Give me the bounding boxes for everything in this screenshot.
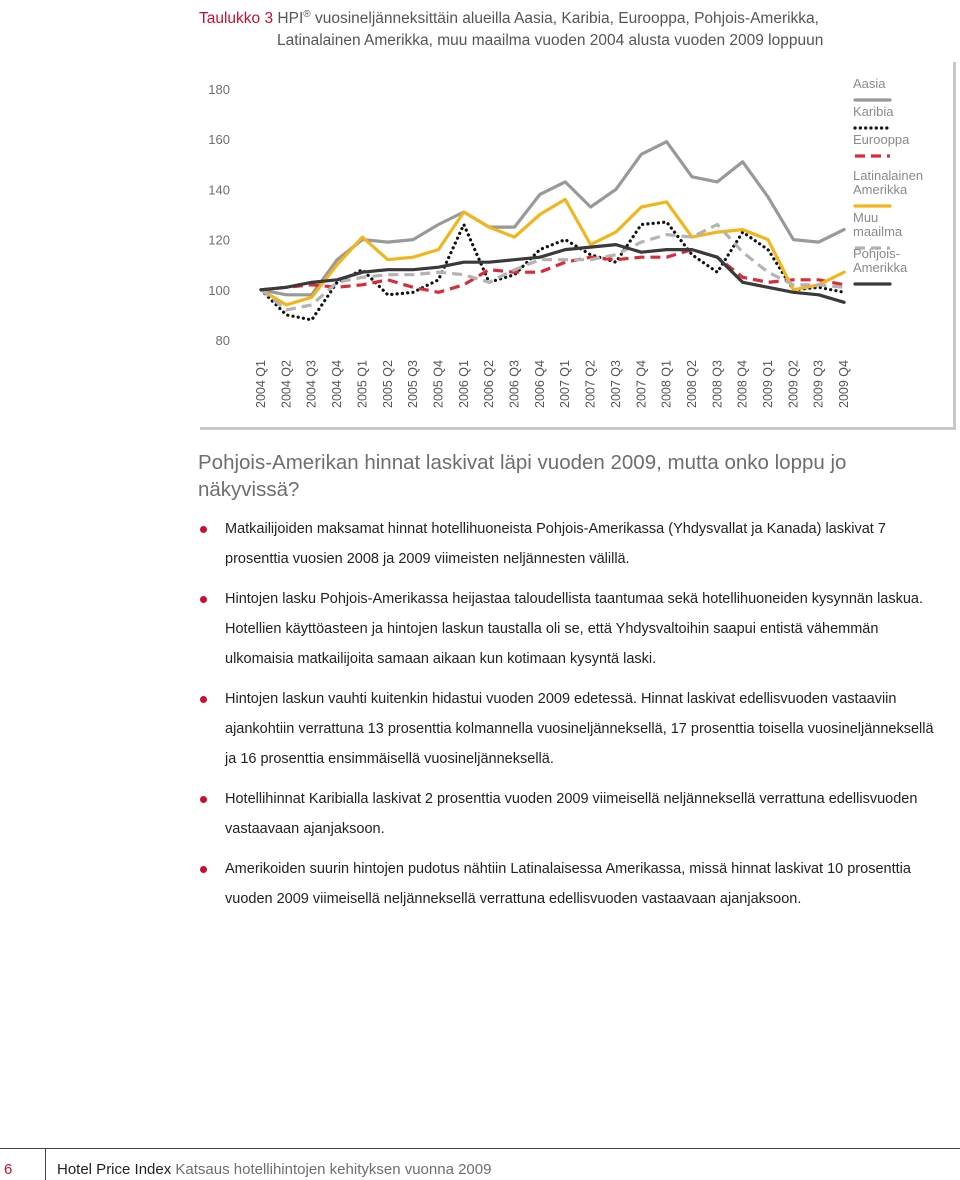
x-tick-label: 2005 Q1 [355, 360, 370, 408]
x-tick-label: 2004 Q3 [304, 360, 319, 408]
figure-caption [199, 4, 939, 52]
x-tick-label: 2005 Q4 [431, 360, 446, 408]
footer-rule [0, 1148, 960, 1149]
bullet-item [200, 784, 940, 844]
hpi-chart [200, 62, 956, 430]
bullet-list [200, 514, 940, 924]
x-tick-label: 2006 Q3 [507, 360, 522, 408]
legend-label: maailma [853, 224, 903, 239]
bullet-dot-icon [200, 596, 207, 603]
x-tick-label: 2006 Q1 [456, 360, 471, 408]
caption-registered-mark: ® [303, 9, 311, 20]
bullet-item [200, 584, 940, 674]
x-tick-label: 2007 Q3 [608, 360, 623, 408]
y-tick-label: 180 [208, 82, 230, 97]
legend-label: Aasia [853, 76, 886, 91]
caption-text-2: Latinalainen Amerikka, muu maailma vuoden 2004 alusta vuoden 2009 loppuun [277, 32, 824, 50]
x-tick-label: 2005 Q2 [380, 360, 395, 408]
section-headline: Pohjois-Amerikan hinnat laskivat läpi vuoden 2009, mutta onko loppu jo näkyvissä? [198, 451, 847, 501]
x-tick-label: 2009 Q1 [761, 360, 775, 408]
legend-label: Amerikka [853, 260, 908, 275]
legend-label: Latinalainen [853, 168, 924, 183]
y-tick-label: 140 [208, 182, 230, 198]
footer-divider [45, 1148, 46, 1180]
footer-subtitle: Katsaus hotellihintojen kehityksen vuonna 2009 [175, 1161, 492, 1178]
x-tick-label: 2007 Q4 [634, 360, 649, 408]
bullet-text: Hintojen lasku Pohjois-Amerikassa heijastaa taloudellista taantumaa sekä hotellihuoneiden kysynnän laskua. Hotellien käyttöasteen ja hintojen laskun taustalla oli se, että Yhdysvaltoihin saapui entistä vähemmän ulkomaisia matkailijoita samaan aikaan kun kotimaan kysyntä laski. [225, 591, 924, 667]
x-tick-label: 2004 Q4 [330, 360, 345, 408]
bullet-dot-icon [200, 866, 207, 873]
series-line-aasia [261, 142, 844, 295]
x-tick-label: 2008 Q4 [735, 360, 750, 408]
x-tick-label: 2006 Q4 [532, 360, 547, 408]
x-tick-label: 2008 Q3 [710, 360, 725, 408]
bullet-text: Hintojen laskun vauhti kuitenkin hidastui vuoden 2009 edetessä. Hinnat laskivat edellisvuoden vastaaviin ajankohtiin verrattuna 13 prosenttia kolmannella vuosineljänneksellä, 17 prosenttia toisella vuosineljänneksellä ja 16 prosenttia ensimmäisellä vuosineljänneksellä. [225, 691, 934, 767]
legend-label: Muu [853, 210, 879, 225]
bullet-text: Amerikoiden suurin hintojen pudotus nähtiin Latinalaisessa Amerikassa, missä hinnat laskivat 10 prosenttia vuoden 2009 viimeisellä neljänneksellä verrattuna edellisvuoden vastaavaan ajanjaksoon. [225, 861, 911, 907]
x-tick-label: 2009 Q3 [811, 360, 826, 408]
footer-title: Hotel Price Index [57, 1161, 172, 1178]
legend-label: Pohjois- [853, 246, 900, 261]
y-tick-label: 120 [208, 232, 230, 248]
bullet-text: Hotellihinnat Karibialla laskivat 2 prosenttia vuoden 2009 viimeisellä neljänneksellä verrattuna edellisvuoden vastaavaan ajanjaksoon. [225, 791, 918, 837]
x-tick-label: 2005 Q3 [406, 360, 421, 408]
bullet-item [200, 854, 940, 914]
bullet-dot-icon [200, 526, 207, 533]
legend-label: Karibia [853, 104, 894, 119]
x-tick-label: 2004 Q2 [279, 360, 294, 408]
bullet-dot-icon [200, 796, 207, 803]
bullet-item [200, 684, 940, 774]
caption-label: Taulukko 3 [199, 10, 274, 28]
x-tick-label: 2008 Q2 [684, 360, 699, 408]
bullet-item [200, 514, 940, 574]
x-tick-label: 2008 Q1 [659, 360, 674, 408]
bullet-dot-icon [200, 696, 207, 703]
caption-text-1: vuosineljänneksittäin alueilla Aasia, Karibia, Eurooppa, Pohjois-Amerikka, [314, 10, 819, 28]
legend-label: Amerikka [853, 182, 908, 197]
y-tick-label: 160 [208, 132, 230, 148]
x-tick-label: 2009 Q4 [837, 360, 852, 408]
caption-hpi: HPI [277, 10, 304, 28]
y-tick-label: 100 [208, 282, 230, 298]
series-line-muu-maailma [261, 225, 844, 310]
hpi-line-chart [200, 62, 956, 430]
x-tick-label: 2006 Q2 [482, 360, 497, 408]
y-tick-label: 80 [215, 333, 230, 348]
legend-label: Eurooppa [853, 132, 910, 147]
x-tick-label: 2007 Q1 [558, 360, 573, 408]
bullet-text: Matkailijoiden maksamat hinnat hotellihuoneista Pohjois-Amerikassa (Yhdysvallat ja Kanada) laskivat 7 prosenttia vuosien 2008 ja 2009 viimeisten neljännesten välillä. [225, 521, 886, 567]
x-tick-label: 2007 Q2 [583, 360, 598, 408]
x-tick-label: 2009 Q2 [786, 360, 801, 408]
x-tick-label: 2004 Q1 [254, 360, 268, 408]
footer-title-line [57, 1161, 491, 1178]
page-number: 6 [4, 1161, 13, 1178]
